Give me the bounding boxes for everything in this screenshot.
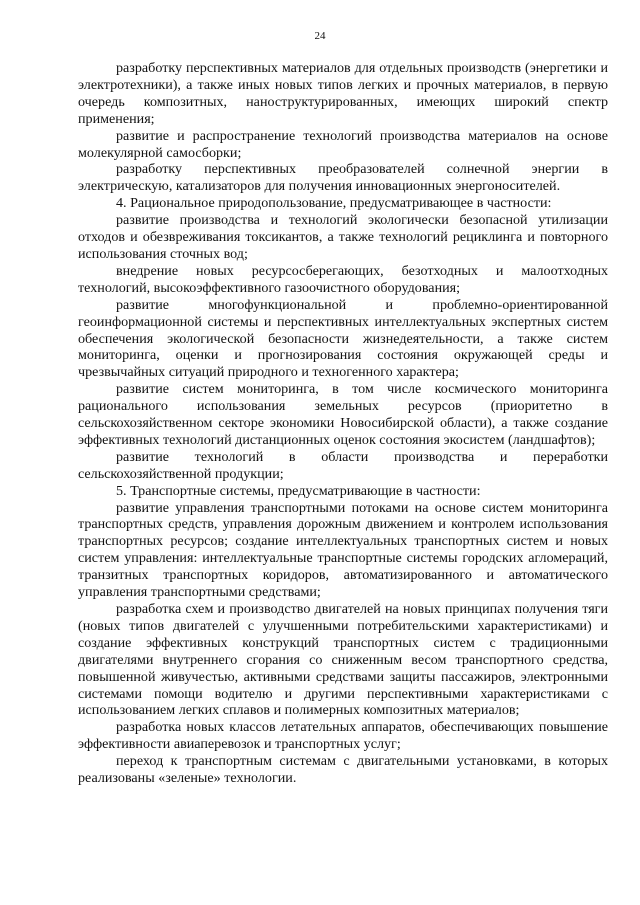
section-heading: 4. Рациональное природопользование, предусматривающее в частности: [116, 195, 552, 212]
paragraph: развитие производства и технологий экологически безопасной утилизации отходов и обезвреживания токсикантов, а также технологий рециклинга и повторного использования сточных вод; [78, 212, 608, 262]
section-heading: 5. Транспортные системы, предусматривающие в частности: [116, 482, 481, 499]
paragraph: развитие и распространение технологий производства материалов на основе молекулярной самосборки; [78, 127, 608, 161]
paragraph: переход к транспортным системам с двигательными установками, в которых реализованы «зеленые» технологии. [78, 753, 608, 787]
page-number: 24 [314, 30, 326, 42]
paragraph: развитие многофункциональной и проблемно-ориентированной геоинформационной системы и перспективных интеллектуальных экспертных систем обеспечения экологической безопасности жизнедеятельности, а также систем мониторинга, оценки и прогнозирования состояния окружающей среды и чрезвычайных ситуаций природного и техногенного характера; [78, 296, 608, 381]
paragraph: внедрение новых ресурсосберегающих, безотходных и малоотходных технологий, высокоэффективного газоочистного оборудования; [78, 262, 608, 296]
paragraph: развитие систем мониторинга, в том числе космического мониторинга рационального использования земельных ресурсов (приоритетно в сельскохозяйственном секторе экономики Новосибирской области), а также создание эффективных технологий дистанционных оценок состояния экосистем (ландшафтов); [78, 381, 608, 448]
paragraph: развитие технологий в области производства и переработки сельскохозяйственной продукции; [78, 448, 608, 482]
document-body [78, 60, 608, 787]
paragraph: разработка новых классов летательных аппаратов, обеспечивающих повышение эффективности авиаперевозок и транспортных услуг; [78, 719, 608, 753]
paragraph: разработку перспективных материалов для отдельных производств (энергетики и электротехники), а также иных новых типов легких и прочных материалов, в первую очередь композитных, наноструктурированных, имеющих широкий спектр применения; [78, 60, 608, 127]
paragraph: развитие управления транспортными потоками на основе систем мониторинга транспортных средств, управления дорожным движением и контролем использования транспортных ресурсов; создание интеллектуальных транспортных систем и новых систем управления: интеллектуальные транспортные системы городских агломераций, транзитных транспортных коридоров, автоматизированного и автоматического управления транспортными средствами; [78, 499, 608, 601]
paragraph: разработку перспективных преобразователей солнечной энергии в электрическую, катализаторов для получения инновационных энергоносителей. [78, 161, 608, 195]
paragraph: разработка схем и производство двигателей на новых принципах получения тяги (новых типов двигателей с улучшенными потребительскими характеристиками) и создание эффективных конструкций транспортных систем с традиционными двигателями внутреннего сгорания со сниженным весом транспортного средства, повышенной живучестью, активными средствами защиты пассажиров, электронными системами помощи водителю и другими перспективными характеристиками с использованием легких сплавов и полимерных композитных материалов; [78, 601, 608, 719]
